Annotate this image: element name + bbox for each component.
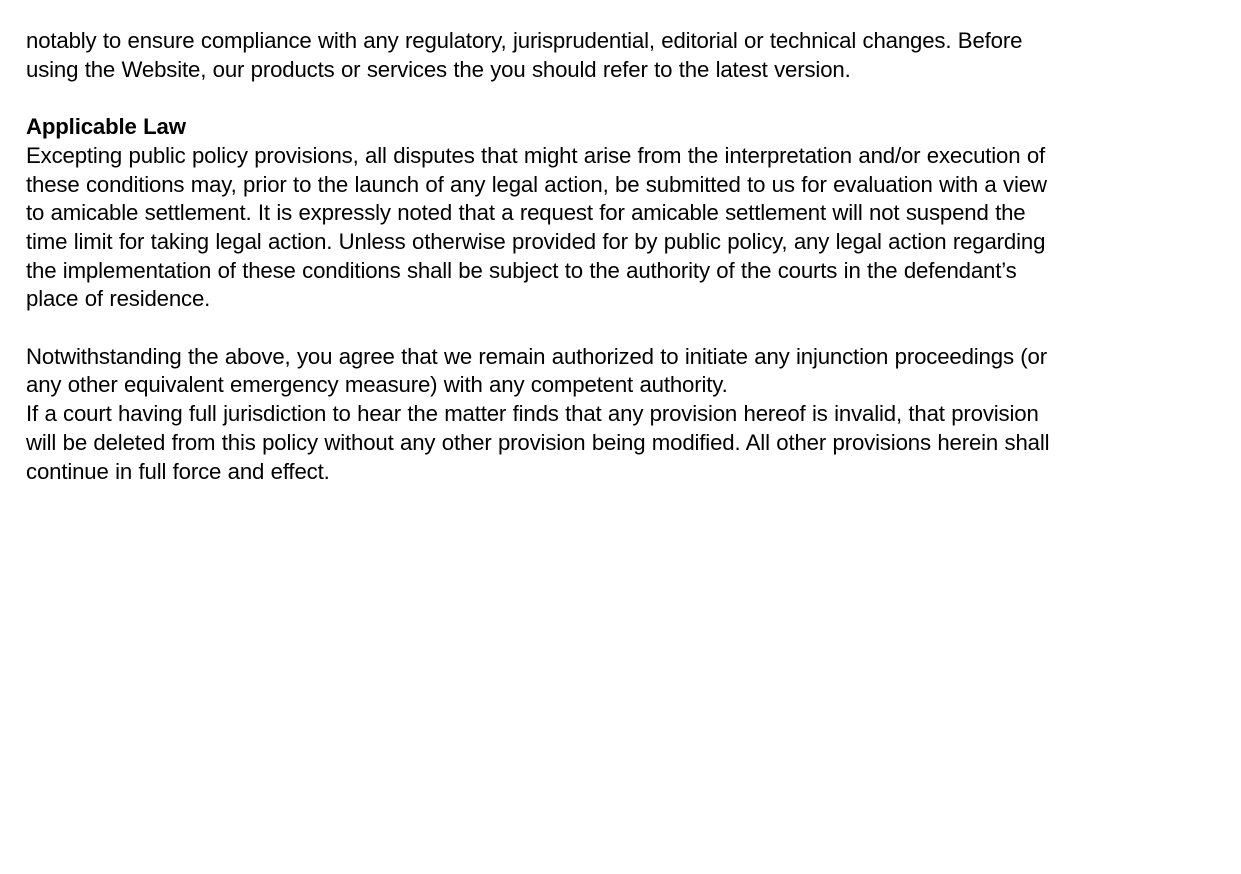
- text-line: Notwithstanding the above, you agree that we remain authorized to initiate any injunction proceedings (or: [26, 343, 1047, 369]
- text-line: these conditions may, prior to the launch of any legal action, be submitted to us for evaluation with a view: [26, 171, 1047, 197]
- text-line: Excepting public policy provisions, all disputes that might arise from the interpretation and/or execution of: [26, 142, 1046, 168]
- paragraph-spacer: [26, 314, 1226, 343]
- text-line: any other equivalent emergency measure) with any competent authority.: [26, 372, 728, 398]
- intro-paragraph: [26, 27, 1226, 84]
- section-heading: Applicable Law: [26, 114, 186, 140]
- text-line: notably to ensure compliance with any regulatory, jurisprudential, editorial or technical changes. Before: [26, 28, 1023, 53]
- paragraph-spacer: [26, 84, 1226, 113]
- text-line: continue in full force and effect.: [26, 458, 330, 484]
- text-line: place of residence.: [26, 286, 211, 312]
- text-line: to amicable settlement. It is expressly noted that a request for amicable settlement will not suspend the: [26, 200, 1026, 226]
- text-line: using the Website, our products or services the you should refer to the latest version.: [26, 56, 851, 82]
- applicable-law-paragraph-2: [26, 343, 1226, 400]
- text-line: will be deleted from this policy without any other provision being modified. All other provisions herein shall: [26, 429, 1050, 455]
- applicable-law-paragraph-3: [26, 400, 1226, 486]
- text-line: If a court having full jurisdiction to hear the matter finds that any provision hereof is invalid, that provision: [26, 401, 1039, 427]
- text-line: the implementation of these conditions shall be subject to the authority of the courts in the defendant’s: [26, 257, 1017, 283]
- applicable-law-paragraph-1: [26, 142, 1226, 314]
- text-line: time limit for taking legal action. Unless otherwise provided for by public policy, any legal action regarding: [26, 228, 1046, 254]
- document-page: [26, 27, 1226, 486]
